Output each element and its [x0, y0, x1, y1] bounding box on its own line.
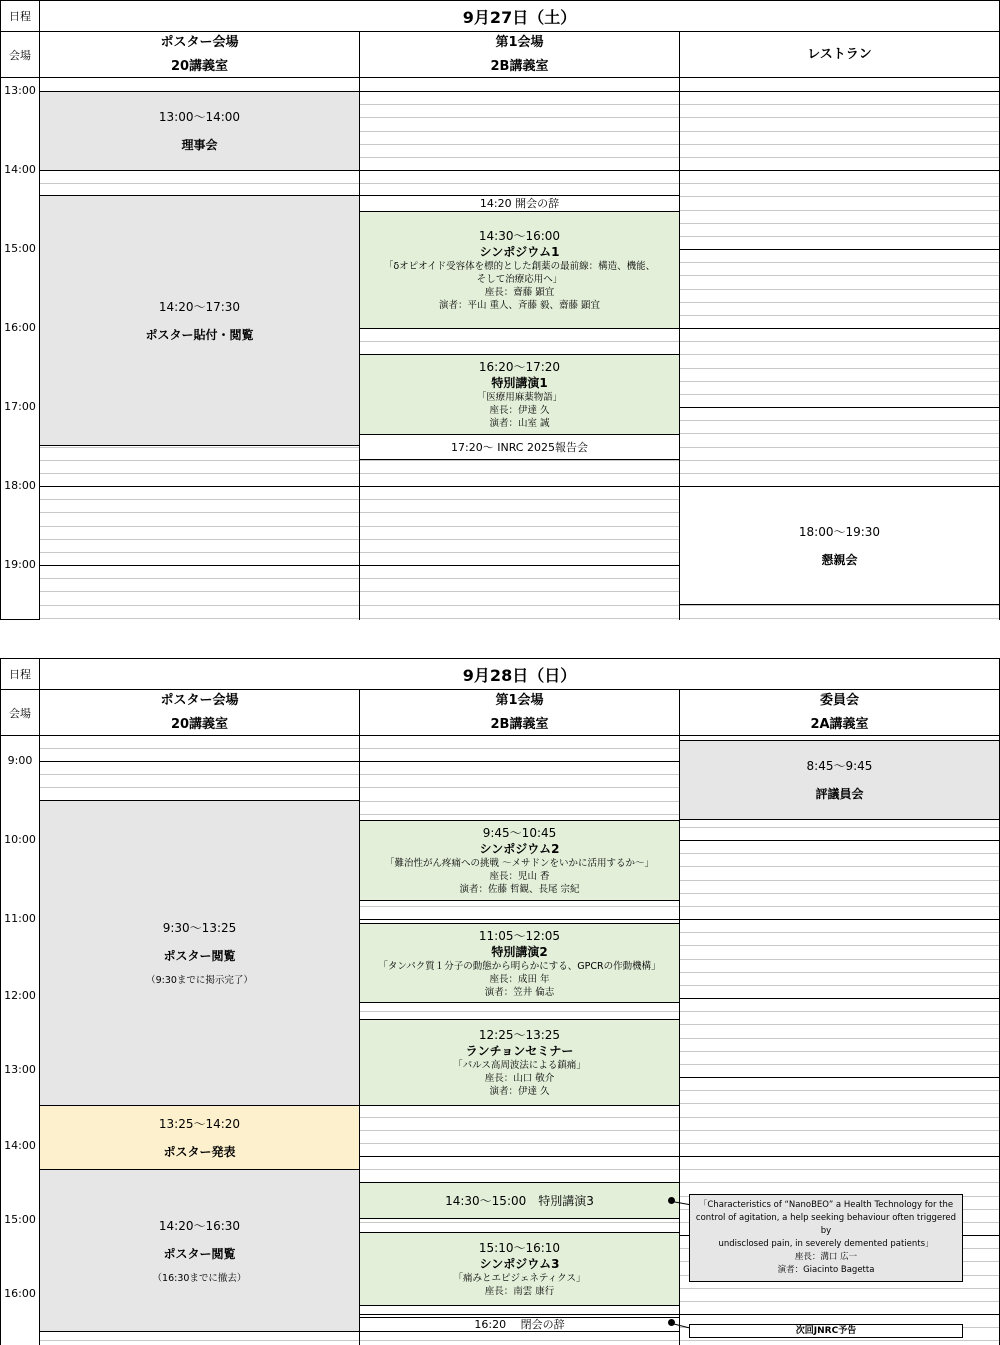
venue-label: 会場: [0, 31, 40, 78]
grid-line: [40, 748, 359, 749]
time-label: 11:00: [4, 912, 36, 925]
event-speakers: 演者：佐藤 哲観、長尾 宗紀: [459, 884, 580, 895]
grid-line: [360, 473, 679, 474]
event-speakers: 演者：Giacinto Bagetta: [777, 1265, 875, 1275]
grid-line: [680, 289, 999, 290]
event-time: 9:30〜13:25: [162, 921, 237, 935]
grid-line: [680, 880, 999, 881]
time-label: 10:00: [4, 833, 36, 846]
event-title: 特別講演1: [491, 376, 548, 390]
event-symposium-3: [359, 1232, 680, 1306]
event-theme: undisclosed pain, in severely demented patients」: [718, 1239, 934, 1249]
grid-line: [360, 801, 679, 802]
event-symposium-2: [359, 820, 680, 901]
grid-line: [680, 196, 999, 197]
grid-line: [360, 1169, 679, 1170]
grid-line: [680, 420, 999, 421]
grid-line: [360, 578, 679, 579]
event-chair: 座長：成田 年: [489, 973, 550, 985]
event-title: 次回JNRC予告: [795, 1325, 857, 1336]
grid-line: [360, 1222, 679, 1223]
time-label: 12:00: [4, 989, 36, 1002]
venue-committee: [679, 689, 1000, 736]
grid-line: [680, 1117, 999, 1118]
event-note: （16:30までに撤去）: [152, 1272, 247, 1284]
venue-room: 20講義室: [170, 58, 229, 74]
grid-line: [680, 131, 999, 132]
grid-line: [360, 91, 679, 92]
event-title: 特別講演2: [491, 944, 548, 959]
event-theme: 「難治性がん疼痛への挑戦 〜メサドンをいかに活用するか〜」: [384, 858, 655, 869]
event-poster-viewing-pm: [39, 1169, 360, 1332]
grid-line: [360, 591, 679, 592]
event-title: 16:20 閉会の辞: [474, 1318, 565, 1331]
grid-line: [360, 552, 679, 553]
event-title: シンポジウム2: [479, 842, 560, 856]
grid-line: [680, 1024, 999, 1025]
event-speakers: 演者：笠井 倫志: [484, 986, 555, 998]
grid-line: [40, 526, 359, 527]
grid-line: [40, 565, 359, 566]
event-title: 17:20〜 INRC 2025報告会: [451, 440, 588, 454]
grid-line: [680, 394, 999, 395]
grid-line: [40, 552, 359, 553]
event-title: シンポジウム3: [479, 1257, 560, 1271]
grid-line: [360, 144, 679, 145]
event-theme: 「医療用麻薬物語」: [476, 392, 563, 403]
grid-line: [680, 972, 999, 973]
event-symposium-1: [359, 211, 680, 329]
day1-title: 9月27日（土）: [39, 0, 1000, 32]
grid-line: [360, 539, 679, 540]
grid-line: [680, 893, 999, 894]
grid-line: [680, 433, 999, 434]
grid-line: [680, 368, 999, 369]
grid-line: [360, 157, 679, 158]
event-time: 15:10〜16:10: [478, 1241, 561, 1255]
time-label: 16:00: [4, 321, 36, 334]
grid-line: [360, 565, 679, 566]
grid-line: [680, 315, 999, 316]
grid-line: [680, 866, 999, 867]
grid-line: [680, 853, 999, 854]
event-luncheon-seminar: [359, 1019, 680, 1106]
grid-line: [40, 1340, 359, 1341]
grid-line: [40, 605, 359, 606]
venue-room: 2B講義室: [490, 58, 549, 74]
grid-line: [40, 618, 359, 619]
event-title: シンポジウム1: [479, 245, 560, 259]
time-label: 13:00: [4, 1063, 36, 1076]
venue-name: 第1会場: [495, 692, 544, 708]
grid-line: [360, 170, 679, 171]
grid-line: [360, 1143, 679, 1144]
event-closing: [359, 1317, 680, 1332]
venue-hall1: [359, 31, 680, 78]
grid-line: [360, 499, 679, 500]
grid-line: [680, 104, 999, 105]
event-title: ポスター発表: [163, 1144, 236, 1159]
grid-line: [40, 447, 359, 448]
event-board-meeting: [39, 91, 360, 171]
venue-name: 第1会場: [495, 34, 544, 50]
grid-line: [360, 104, 679, 105]
time-label: 9:00: [7, 754, 33, 767]
grid-line: [680, 381, 999, 382]
venue-poster: [39, 31, 360, 78]
grid-line: [680, 447, 999, 448]
event-title: ランチョンセミナー: [465, 1044, 574, 1058]
venue-room: 2A講義室: [810, 716, 869, 732]
grid-line: [680, 473, 999, 474]
hall1-column: [359, 77, 680, 620]
grid-line: [680, 354, 999, 355]
grid-line: [40, 512, 359, 513]
event-title: ポスター閲覧: [163, 1246, 236, 1261]
event-chair: 座長：山口 敬介: [484, 1073, 555, 1084]
grid-line: [360, 1117, 679, 1118]
event-poster-viewing-am: [39, 800, 360, 1106]
grid-line: [360, 341, 679, 342]
date-label: 日程: [0, 658, 40, 690]
grid-line: [680, 460, 999, 461]
grid-line: [680, 1103, 999, 1104]
grid-line: [40, 460, 359, 461]
grid-line: [680, 919, 999, 920]
venue-hall1: [359, 689, 680, 736]
day1-schedule: [0, 0, 1000, 620]
grid-line: [680, 249, 999, 250]
event-banquet: [679, 486, 1000, 605]
grid-line: [680, 302, 999, 303]
grid-line: [680, 985, 999, 986]
event-council-meeting: [679, 740, 1000, 820]
grid-line: [680, 959, 999, 960]
grid-line: [360, 1156, 679, 1157]
grid-line: [40, 774, 359, 775]
event-theme: 「痛みとエピジェネティクス」: [453, 1273, 586, 1284]
grid-line: [360, 131, 679, 132]
venue-label: 会場: [0, 689, 40, 736]
grid-line: [40, 578, 359, 579]
grid-line: [680, 328, 999, 329]
grid-line: [680, 1077, 999, 1078]
venue-name: 委員会: [819, 692, 859, 708]
grid-line: [360, 814, 679, 815]
event-title: 評議員会: [815, 787, 864, 801]
grid-line: [680, 170, 999, 171]
grid-line: [680, 157, 999, 158]
grid-line: [40, 486, 359, 487]
grid-line: [360, 748, 679, 749]
grid-line: [360, 1130, 679, 1131]
time-column: [0, 735, 40, 1345]
grid-line: [40, 473, 359, 474]
event-chair: 座長：伊達 久: [489, 405, 550, 416]
grid-line: [680, 906, 999, 907]
grid-line: [40, 539, 359, 540]
venue-name: ポスター会場: [160, 34, 239, 50]
grid-line: [680, 1156, 999, 1157]
event-time: 11:05〜12:05: [478, 928, 561, 943]
grid-line: [360, 761, 679, 762]
grid-line: [360, 1314, 679, 1315]
event-title: 14:30〜15:00 特別講演3: [445, 1193, 594, 1208]
grid-line: [680, 605, 999, 606]
venue-restaurant: [679, 31, 1000, 78]
event-speakers: 演者：伊達 久: [489, 1086, 550, 1097]
event-inrc-report: [359, 434, 680, 460]
event-time: 8:45〜9:45: [806, 759, 873, 773]
grid-line: [40, 787, 359, 788]
grid-line: [360, 787, 679, 788]
venue-name: レストラン: [807, 46, 872, 62]
grid-line: [680, 1169, 999, 1170]
grid-line: [40, 591, 359, 592]
grid-line: [680, 1340, 999, 1341]
time-label: 18:00: [4, 479, 36, 492]
event-chair: 座長：南雲 康行: [484, 1286, 555, 1297]
grid-line: [680, 341, 999, 342]
grid-line: [680, 407, 999, 408]
grid-line: [680, 827, 999, 828]
grid-line: [680, 932, 999, 933]
grid-line: [680, 840, 999, 841]
time-label: 16:00: [4, 1287, 36, 1300]
grid-line: [680, 1090, 999, 1091]
grid-line: [680, 945, 999, 946]
grid-line: [680, 618, 999, 619]
event-theme: 「パルス高周波法による鎮痛」: [453, 1060, 586, 1071]
event-speakers: 演者：山室 誠: [489, 418, 550, 429]
special-lecture-3-detail: [689, 1194, 963, 1282]
event-poster-presentation: [39, 1105, 360, 1170]
event-time: 9:45〜10:45: [482, 826, 557, 840]
grid-line: [680, 91, 999, 92]
time-label: 17:00: [4, 400, 36, 413]
grid-line: [360, 183, 679, 184]
time-label: 15:00: [4, 1213, 36, 1226]
grid-line: [360, 512, 679, 513]
grid-line: [680, 144, 999, 145]
grid-line: [40, 499, 359, 500]
event-opening: [359, 195, 680, 212]
grid-line: [680, 210, 999, 211]
time-label: 15:00: [4, 242, 36, 255]
event-special-lecture-1: [359, 354, 680, 435]
grid-line: [360, 774, 679, 775]
grid-line: [680, 117, 999, 118]
grid-line: [680, 1038, 999, 1039]
grid-line: [680, 275, 999, 276]
event-special-lecture-2: [359, 923, 680, 1003]
grid-line: [680, 1301, 999, 1302]
grid-line: [680, 1064, 999, 1065]
event-theme: 「Characteristics of “NanoBEO” a Health Technology for the: [698, 1200, 954, 1210]
grid-line: [360, 919, 679, 920]
grid-line: [680, 1130, 999, 1131]
grid-line: [680, 223, 999, 224]
event-time: 14:30〜16:00: [478, 229, 561, 243]
event-time: 13:00〜14:00: [158, 110, 241, 124]
event-title: ポスター閲覧: [163, 949, 236, 963]
grid-line: [680, 262, 999, 263]
event-poster-setup: [39, 195, 360, 446]
event-time: 18:00〜19:30: [798, 524, 881, 539]
grid-line: [680, 1011, 999, 1012]
event-chair: 座長：齋藤 顕宜: [484, 287, 555, 298]
event-theme: そして治療応用へ」: [476, 274, 563, 285]
grid-line: [680, 1314, 999, 1315]
event-time: 16:20〜17:20: [478, 360, 561, 374]
time-label: 13:00: [4, 84, 36, 97]
venue-name: ポスター会場: [160, 692, 239, 708]
event-time: 14:20〜16:30: [158, 1218, 241, 1233]
time-column: [0, 77, 40, 620]
grid-line: [680, 1143, 999, 1144]
venue-poster: [39, 689, 360, 736]
grid-line: [360, 526, 679, 527]
grid-line: [680, 1051, 999, 1052]
event-time: 13:25〜14:20: [158, 1116, 241, 1131]
grid-line: [40, 761, 359, 762]
event-title: 懇親会: [821, 552, 858, 567]
grid-line: [680, 998, 999, 999]
time-label: 19:00: [4, 558, 36, 571]
event-time: 12:25〜13:25: [478, 1028, 561, 1042]
grid-line: [680, 183, 999, 184]
grid-line: [360, 605, 679, 606]
venue-room: 20講義室: [170, 716, 229, 732]
date-label: 日程: [0, 0, 40, 32]
grid-line: [360, 460, 679, 461]
grid-line: [360, 117, 679, 118]
event-time: 14:20〜17:30: [158, 299, 241, 314]
event-title: 14:20 開会の辞: [479, 197, 560, 210]
grid-line: [360, 618, 679, 619]
event-title: 理事会: [181, 138, 218, 152]
grid-line: [40, 183, 359, 184]
event-theme: control of agitation, a help seeking behaviour often triggered by: [695, 1213, 957, 1236]
event-title: ポスター貼付・閲覧: [145, 327, 254, 342]
event-chair: 座長：溝口 広一: [794, 1252, 858, 1262]
venue-room: 2B講義室: [490, 716, 549, 732]
event-speakers: 演者：平山 重人、斉藤 毅、齋藤 顕宜: [438, 300, 601, 311]
grid-line: [680, 1182, 999, 1183]
time-label: 14:00: [4, 1139, 36, 1152]
event-theme: 「タンパク質１分子の動態から明らかにする、GPCRの作動機構」: [378, 960, 661, 972]
grid-line: [360, 486, 679, 487]
day2-schedule: [0, 658, 1000, 1345]
grid-line: [360, 906, 679, 907]
event-theme: 「δオピオイド受容体を標的とした創薬の最前線：構造、機能、: [383, 261, 656, 272]
event-chair: 座長：児山 香: [489, 871, 550, 882]
event-special-lecture-3: [359, 1182, 680, 1219]
day2-title: 9月28日（日）: [39, 658, 1000, 690]
time-label: 14:00: [4, 163, 36, 176]
event-note: （9:30までに掲示完了）: [146, 975, 253, 986]
grid-line: [680, 236, 999, 237]
grid-line: [360, 1340, 679, 1341]
grid-line: [360, 1011, 679, 1012]
grid-line: [680, 1288, 999, 1289]
next-jnrc-preview: [689, 1324, 963, 1338]
